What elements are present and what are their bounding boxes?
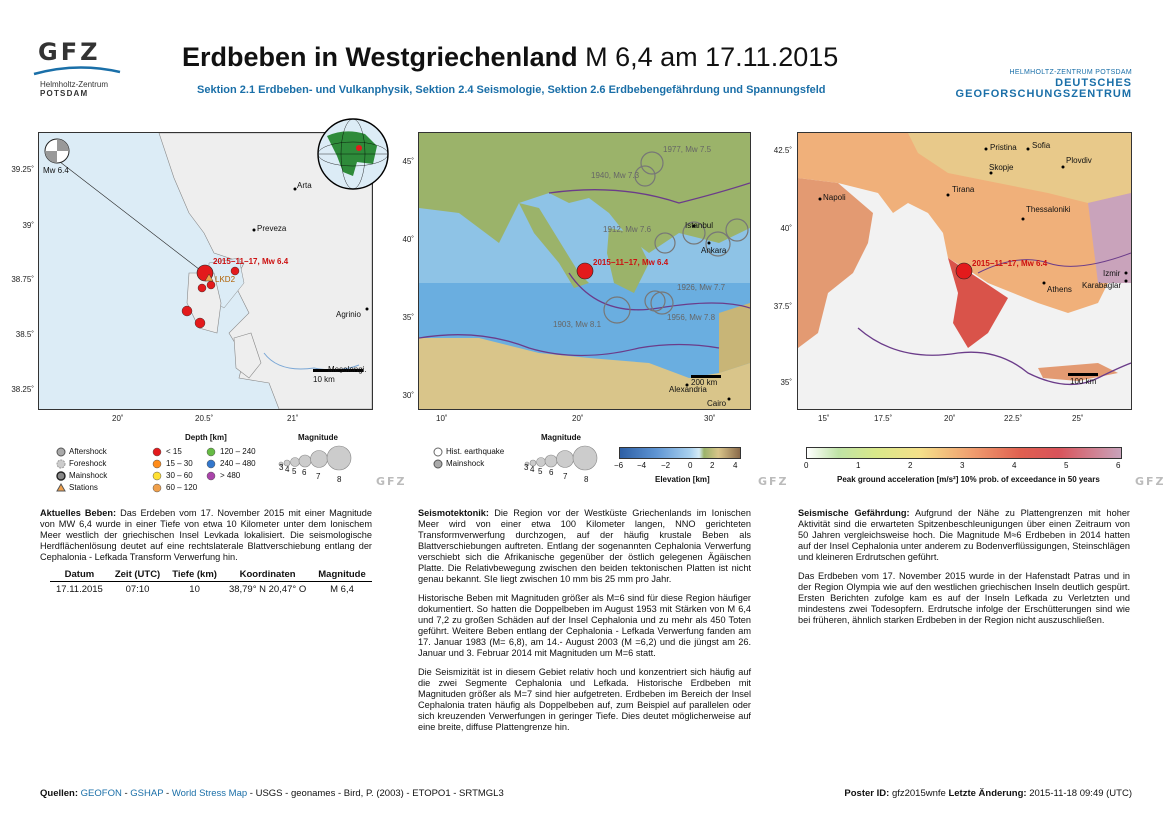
- mech-label: Mw 6.4: [43, 166, 69, 175]
- page-subtitle: Sektion 2.1 Erdbeben- und Vulkanphysik, Sektion 2.4 Seismologie, Sektion 2.6 Erdbebengefährdung und Spannungsfeld: [197, 84, 826, 96]
- elev-tick: −6: [614, 461, 624, 470]
- aftershock-marker[interactable]: [182, 306, 192, 316]
- table-cell: 07:10: [125, 584, 150, 595]
- depth-label: 120 – 240: [220, 447, 256, 456]
- map-hazard[interactable]: [797, 132, 1132, 410]
- col2-head: Seismotektonik:: [418, 508, 489, 518]
- city-label: Thessaloniki: [1026, 205, 1071, 214]
- gshap-link[interactable]: GSHAP: [130, 788, 164, 799]
- map3-ytick: 37.5˚: [773, 302, 792, 311]
- depth-label: 240 – 480: [220, 459, 256, 468]
- elev-tick: 0: [688, 461, 693, 470]
- city-label: Napoli: [823, 193, 846, 202]
- poster-id: gfz2015wnfe: [891, 788, 946, 799]
- city-label: Plovdiv: [1066, 156, 1092, 165]
- scale-bar-label: 10 km: [313, 375, 335, 384]
- gfz-watermark: GFZ: [1135, 475, 1166, 488]
- map-regional-canvas: [419, 133, 750, 409]
- map3-xtick: 20˚: [944, 414, 956, 423]
- mag-label: 4: [285, 465, 290, 474]
- pga-tick: 2: [908, 461, 913, 470]
- text-col-hazard: [798, 508, 1130, 634]
- hist-label: 1912, Mw 7.6: [603, 225, 652, 234]
- depth-legend: [152, 446, 292, 494]
- col2-p3: Die Seismizität ist in diesem Gebiet relativ hoch und konzentriert sich häufig auf die zwei Segmente Cephalonia und Lefkada. Historische Erdbeben mit Magnituden größer als M=7 sind hier aufgetreten. Erdbeben im Bereich der Insel Cephalonia traten häufig als Doppelbeben auf, zum Beispiel auf parallelen oder sich kreuzenden Verwerfungen in geringer Tiefe. Dies deutet möglicherweise auf eine breite, diffuse Plattengrenze hin.: [418, 667, 751, 732]
- col1-body: Das Erdeben vom 17. November 2015 mit einer Magnitude von MW 6,4 wurde in einer Tiefe von etwa 10 Kilometer unter dem Ionischem Meer westlich der griechischen Insel Levkada lokalisiert. Die seismologische Herdflächenlösung deutet auf eine rechtslaterale Blattverschiebung entlang der Cephalonia - Lefkada Transform Verwerfung hin.: [40, 508, 372, 562]
- hist-label: 1977, Mw 7.5: [663, 145, 712, 154]
- gfz-logo-swoosh: [32, 64, 122, 80]
- table-header: Datum: [50, 568, 109, 582]
- table-row: [50, 582, 372, 598]
- depth-swatch: [207, 460, 215, 468]
- table-header: Magnitude: [312, 568, 372, 582]
- table-cell: 10: [189, 584, 200, 595]
- hist-label: 1926, Mw 7.7: [677, 283, 726, 292]
- title-rest: M 6,4 am 17.11.2015: [585, 42, 839, 72]
- city-label: Skopje: [989, 163, 1014, 172]
- scale-bar-label: 200 km: [691, 378, 718, 387]
- city-label: Preveza: [257, 224, 287, 233]
- table-cell: M 6,4: [330, 584, 354, 595]
- col2-p1: Die Region vor der Westküste Griechenlands im Ionischen Meer wird von einer etwa 100 Kilometer langen, NNO gerichteten Transformverwerfung durchzogen, auf der häufig krustale Beben als Blattverschiebungen auftreten. Entlang der sogenannten Cephalonia Verwerfung verschiebt sich die Afrikanische gegenüber der östlich gelegenen Ägäischen Platte. Die Relativbewegung zwischen den beiden tektonischen Platten ist nicht genau bekannt. SIe liegt zwischen 10 mm bis 25 mm pro Jahr.: [418, 508, 751, 584]
- city-label: Agrinio: [336, 310, 361, 319]
- map1-xtick: 20.5˚: [195, 414, 214, 423]
- magnitude-title: Magnitude: [541, 433, 581, 442]
- pga-tick: 6: [1116, 461, 1121, 470]
- gfz-logo-right: [956, 67, 1132, 100]
- elevation-colorbar: [619, 447, 741, 459]
- city-label: Athens: [1047, 285, 1072, 294]
- elev-tick: 2: [710, 461, 715, 470]
- mag-label: 3: [524, 463, 529, 472]
- scale-bar-label: 100 km: [1070, 377, 1097, 386]
- table-header: Tiefe (km): [166, 568, 223, 582]
- mag-label: 3: [279, 463, 284, 472]
- city-label: Cairo: [707, 399, 727, 408]
- map1-ytick: 38.25˚: [11, 385, 34, 394]
- table-cell: 17.11.2015: [56, 584, 103, 595]
- city-label: Istanbul: [685, 221, 714, 230]
- poster-label: Poster ID:: [844, 788, 890, 799]
- legend2-type-icons: [432, 446, 444, 470]
- mag-label: 6: [302, 468, 307, 477]
- legend-type-icons: [55, 446, 67, 494]
- depth-swatches-a: [152, 446, 162, 494]
- col3-p2: Das Erdbeben vom 17. November 2015 wurde in der Hafenstadt Patras und in der Region Olympia wie auf den westlichen griechischen Inseln deutlich gespürt. Ersten Berichten zufolge kam es auf der Inseln Lefkada zu Verletzten und mindestens zwei Todesopfern. Erdrutsche infolge der Erschütterungen sind wie bei früheren, ähnlich starken Erdbeben in der Region nicht auszuschließen.: [798, 571, 1130, 625]
- map-hazard-canvas: [798, 133, 1131, 409]
- map2-xtick: 20˚: [572, 414, 584, 423]
- map1-ytick: 38.5˚: [15, 330, 34, 339]
- legend-foreshock: Foreshock: [69, 459, 107, 468]
- city-label: Pristina: [990, 143, 1017, 152]
- legend-mainshock: Mainshock: [69, 471, 108, 480]
- logo-sub-line1: Helmholtz-Zentrum: [40, 80, 109, 89]
- pga-tick: 5: [1064, 461, 1069, 470]
- focal-mechanism-icon: [45, 139, 69, 163]
- change-label: Letzte Änderung:: [948, 788, 1027, 799]
- pga-tick: 0: [804, 461, 809, 470]
- col1-head: Aktuelles Beben:: [40, 508, 117, 518]
- pga-tick: 1: [856, 461, 861, 470]
- map3-xtick: 17.5˚: [874, 414, 893, 423]
- title-bold: Erdbeben in Westgriechenland: [182, 42, 578, 72]
- map1-xtick: 21˚: [287, 414, 299, 423]
- depth-label: 30 – 60: [166, 471, 193, 480]
- city-label: Ankara: [701, 246, 727, 255]
- map2-xtick: 30˚: [704, 414, 716, 423]
- legend-hist-quake: Hist. earthquake: [446, 447, 505, 456]
- legend-stations: Stations: [69, 483, 98, 492]
- depth-swatch: [153, 448, 161, 456]
- map3-xtick: 22.5˚: [1004, 414, 1023, 423]
- aftershock-marker[interactable]: [195, 318, 205, 328]
- legend-aftershock: Aftershock: [69, 447, 107, 456]
- map1-xtick: 20˚: [112, 414, 124, 423]
- map1-ytick: 39˚: [22, 221, 34, 230]
- col2-p2: Historische Beben mit Magnituden größer als M=6 sind für diese Region häufiger dokumentiert. So hatten die Doppelbeben im August 1953 mit Stärken von M 6,4 und 7,2 zu großen Schäden auf der Insel Cephalonia und zu mehr als 450 Toten geführt. Weitere Beben entlang der Cephalonia - Lefkada Verwerfung fanden am 17. Januar 1983 (M= 6,8), am 14.- August 2003 (M =6,2) und die jüngst am 26. Januar und 3. Februar 2014 mit Magnituden um M=6 statt.: [418, 593, 751, 658]
- mag-label: 7: [563, 472, 568, 481]
- depth-swatch: [207, 472, 215, 480]
- map2-xtick: 10˚: [436, 414, 448, 423]
- page-title: [182, 42, 838, 73]
- table-header: Zeit (UTC): [109, 568, 166, 582]
- pga-tick: 3: [960, 461, 965, 470]
- map3-xtick: 15˚: [818, 414, 830, 423]
- elev-tick: −2: [661, 461, 671, 470]
- logo-right-big1: DEUTSCHES: [1055, 77, 1132, 89]
- map2-ytick: 45˚: [402, 157, 414, 166]
- aftershock-marker[interactable]: [207, 281, 215, 289]
- depth-label: 15 – 30: [166, 459, 193, 468]
- pga-tick: 4: [1012, 461, 1017, 470]
- col3-head: Seismische Gefährdung:: [798, 508, 910, 518]
- pga-title: Peak ground acceleration [m/s²] 10% prob. of exceedance in 50 years: [837, 475, 1100, 484]
- mag-label: 4: [530, 465, 535, 474]
- city-label: Mesolongi.: [328, 365, 367, 374]
- map2-ytick: 35˚: [402, 313, 414, 322]
- table-header: Koordinaten: [223, 568, 312, 582]
- gfz-watermark: GFZ: [376, 475, 407, 488]
- event-label: 2015−11−17, Mw 6.4: [213, 257, 289, 266]
- depth-label: 60 – 120: [166, 483, 198, 492]
- depth-swatch: [153, 484, 161, 492]
- map3-xtick: 25˚: [1072, 414, 1084, 423]
- aftershock-marker[interactable]: [198, 284, 206, 292]
- city-label: Alexandria: [669, 385, 707, 394]
- elev-tick: 4: [733, 461, 738, 470]
- mainshock-marker[interactable]: [956, 263, 972, 279]
- table-cell: 38,79° N 20,47° O: [228, 584, 307, 595]
- elev-tick: −4: [637, 461, 647, 470]
- pga-colorbar: [806, 447, 1122, 459]
- mag-label: 5: [292, 467, 297, 476]
- footer-sources: Quellen: GEOFON - GSHAP - World Stress Map - USGS - geonames - Bird, P. (2003) - ETOPO1 - SRTMGL3: [40, 788, 504, 799]
- city-label: Karabaglar: [1082, 281, 1122, 290]
- logo-right-big2: GEOFORSCHUNGSZENTRUM: [955, 88, 1132, 100]
- change-value: 2015-11-18 09:49 (UTC): [1029, 788, 1132, 799]
- map2-ytick: 30˚: [402, 391, 414, 400]
- depth-title: Depth [km]: [185, 433, 227, 442]
- mag-label: 5: [538, 467, 543, 476]
- mag-label: 7: [316, 472, 321, 481]
- depth-label: < 15: [166, 447, 182, 456]
- city-label: Arta: [297, 181, 312, 190]
- event-table: [50, 568, 372, 597]
- city-label: Tirana: [952, 185, 975, 194]
- mag-label: 8: [584, 475, 589, 484]
- station-label: LKD2: [215, 275, 236, 284]
- hist-label: 1956, Mw 7.8: [667, 313, 716, 322]
- city-label: Sofia: [1032, 141, 1051, 150]
- depth-swatch: [153, 472, 161, 480]
- event-label: 2015−11−17, Mw 6.4: [972, 259, 1048, 268]
- event-label: 2015−11−17, Mw 6.4: [593, 258, 669, 267]
- map1-ytick: 38.75˚: [11, 275, 34, 284]
- map3-ytick: 40˚: [780, 224, 792, 233]
- gfz-logo-subtitle: [40, 80, 108, 98]
- map1-ytick: 39.25˚: [11, 165, 34, 174]
- depth-swatches-b: [206, 446, 216, 482]
- col3-p1: Aufgrund der Nähe zu Plattengrenzen mit hoher Aktivität sind die erwarteten Spitzenbeschleunigungen über einen Zeitraum von 50 Jahren vergleichsweise hoch. Die Magnitude M≈6 Erdbeben in 2014 hatten auf der Insel Cephalonia unter anderem zu Bodenverflüssigungen, Steinschlägen und kleineren Erdrutschen geführt.: [798, 508, 1130, 562]
- mag-label: 8: [337, 475, 342, 484]
- elevation-title: Elevation [km]: [655, 475, 710, 484]
- map-regional[interactable]: [418, 132, 751, 410]
- hist-label: 1940, Mw 7.3: [591, 171, 640, 180]
- geofon-link[interactable]: GEOFON: [80, 788, 122, 799]
- map3-ytick: 42.5˚: [773, 146, 792, 155]
- city-label: Izmir: [1103, 269, 1121, 278]
- text-col-current: [40, 508, 372, 571]
- mag-label: 6: [549, 468, 554, 477]
- depth-swatch: [207, 448, 215, 456]
- map3-ytick: 35˚: [780, 378, 792, 387]
- footer-poster: [844, 788, 1132, 799]
- logo-sub-line2: POTSDAM: [40, 89, 89, 98]
- gfz-watermark: GFZ: [758, 475, 789, 488]
- hist-label: 1903, Mw 8.1: [553, 320, 602, 329]
- mainshock-marker[interactable]: [577, 263, 593, 279]
- globe-inset-icon: [315, 116, 391, 192]
- sources-rest: - USGS - geonames - Bird, P. (2003) - ETOPO1 - SRTMGL3: [249, 788, 504, 799]
- legend-mainshock: Mainshock: [446, 459, 485, 468]
- depth-swatch: [153, 460, 161, 468]
- map2-ytick: 40˚: [402, 235, 414, 244]
- sources-label: Quellen:: [40, 788, 79, 799]
- text-col-tectonics: [418, 508, 751, 741]
- aftershock-marker[interactable]: [231, 267, 239, 275]
- wsm-link[interactable]: World Stress Map: [171, 788, 248, 799]
- logo-right-small: HELMHOLTZ-ZENTRUM POTSDAM: [1009, 69, 1132, 76]
- depth-label: > 480: [220, 471, 241, 480]
- gfz-logo: GFZ: [38, 38, 101, 66]
- magnitude-title: Magnitude: [298, 433, 338, 442]
